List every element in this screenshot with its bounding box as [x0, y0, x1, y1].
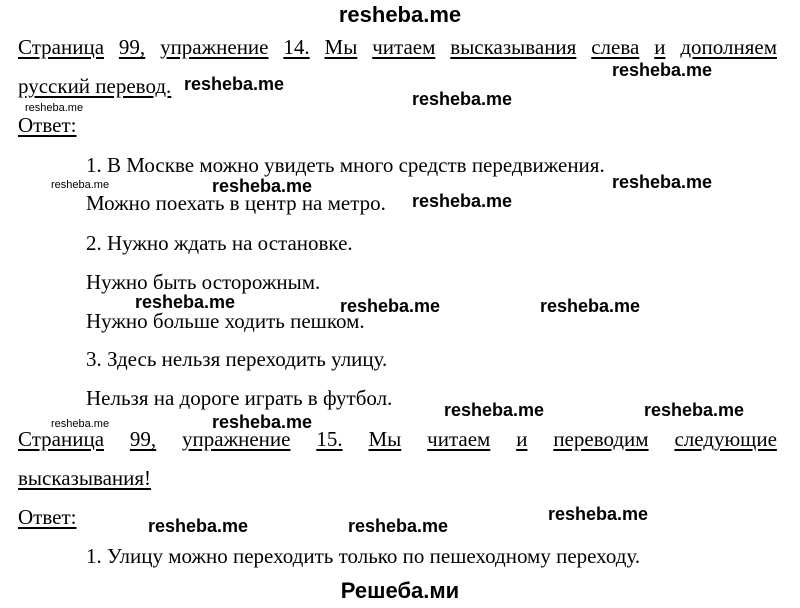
watermark-text: resheba.me: [212, 176, 313, 196]
title-word: читаем: [372, 35, 436, 59]
title-word: упражнение: [160, 35, 269, 59]
site-footer-title: Решеба.ми: [340, 578, 460, 603]
watermark-text: resheba.me: [644, 400, 745, 420]
watermark-small-text: resheba.me: [51, 179, 110, 191]
exercise-14-title: [18, 35, 777, 59]
watermark-text: resheba.me: [412, 89, 513, 109]
exercise-14-title-line-1: [18, 35, 777, 59]
title-word: Страница: [18, 35, 105, 59]
answer-line: Можно поехать в центр на метро.: [86, 191, 386, 215]
title-word: и: [516, 427, 528, 451]
answer-line: 1. Улицу можно переходить только по пешеходному переходу.: [86, 544, 641, 568]
watermark-text: resheba.me: [135, 292, 236, 312]
exercise-15-title: [18, 427, 777, 451]
exercise-15-title-line-2: высказывания!: [18, 466, 152, 490]
exercise-14-answer-label: Ответ:: [18, 113, 77, 137]
watermark-text: resheba.me: [612, 60, 713, 80]
title-word: следующие: [674, 427, 777, 451]
watermark-text: resheba.me: [148, 516, 249, 536]
title-word: высказывания: [450, 35, 577, 59]
title-word: 14.: [283, 35, 310, 59]
answer-line: Нужно быть осторожным.: [86, 270, 321, 294]
title-word: 15.: [316, 427, 343, 451]
answer-line: Нельзя на дороге играть в футбол.: [86, 386, 393, 410]
watermark-text: resheba.me: [212, 412, 313, 432]
watermark-text: resheba.me: [348, 516, 449, 536]
title-word: переводим: [553, 427, 649, 451]
title-word: 99,: [118, 35, 146, 59]
title-word: читаем: [427, 427, 491, 451]
title-word: 99,: [129, 427, 157, 451]
title-word: упражнение: [182, 427, 291, 451]
title-word: Страница: [18, 427, 105, 451]
watermark-text: resheba.me: [444, 400, 545, 420]
watermark-text: resheba.me: [184, 74, 285, 94]
watermark-text: resheba.me: [612, 172, 713, 192]
exercise-15-title-line-1: [18, 427, 777, 451]
title-word: слева: [591, 35, 640, 59]
title-word: Мы: [324, 35, 358, 59]
exercise-14-title-line-2: русский перевод.: [18, 74, 172, 98]
answer-line: 1. В Москве можно увидеть много средств передвижения.: [86, 153, 605, 177]
title-word: дополняем: [680, 35, 777, 59]
answer-line: 3. Здесь нельзя переходить улицу.: [86, 347, 388, 371]
answer-line: 2. Нужно ждать на остановке.: [86, 231, 353, 255]
watermark-text: resheba.me: [540, 296, 641, 316]
watermark-text: resheba.me: [412, 191, 513, 211]
site-header-title: resheba.me: [338, 2, 462, 27]
answer-line: Нужно больше ходить пешком.: [86, 309, 365, 333]
watermark-text: resheba.me: [340, 296, 441, 316]
exercise-15-answer-label: Ответ:: [18, 505, 77, 529]
watermark-small-text: resheba.me: [25, 102, 84, 114]
watermark-text: resheba.me: [548, 504, 649, 524]
title-word: и: [654, 35, 666, 59]
title-word: Мы: [368, 427, 402, 451]
watermark-small-text: resheba.me: [51, 418, 110, 430]
